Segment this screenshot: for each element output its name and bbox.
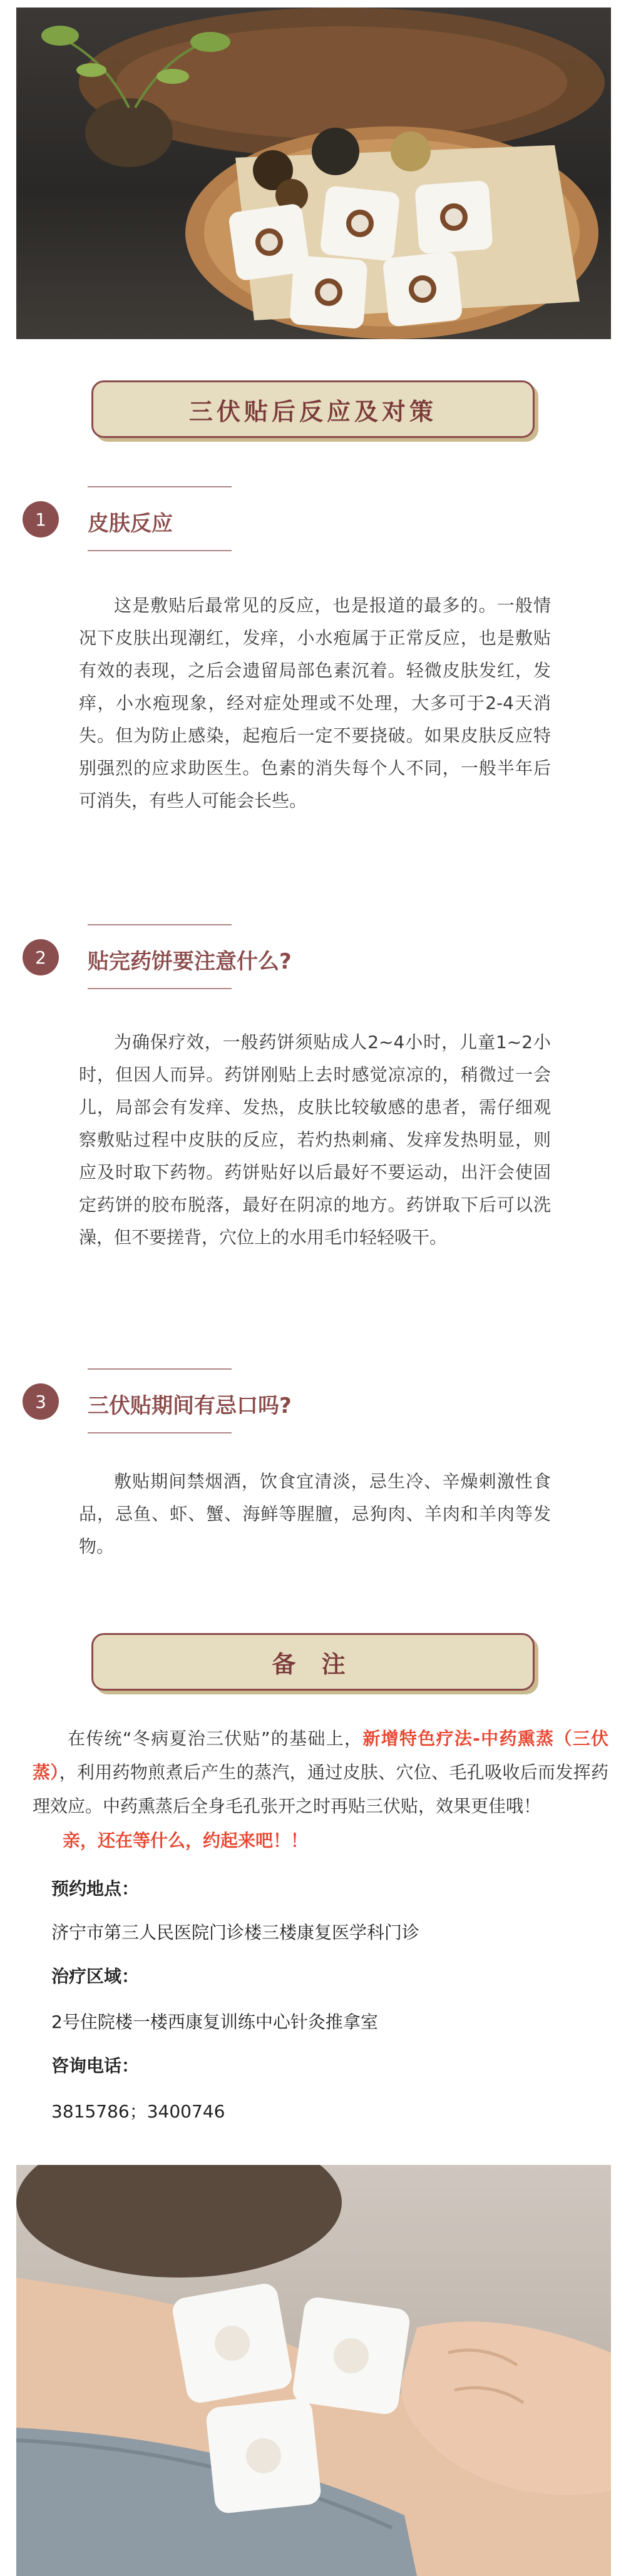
section-2-header — [23, 923, 461, 992]
section-title: 三伏贴期间有忌口吗? — [88, 1393, 292, 1418]
phone-value: 3815786；3400746 — [51, 2101, 225, 2122]
notes-intro — [33, 1722, 608, 1823]
section-title: 贴完药饼要注意什么? — [88, 949, 292, 974]
section-number-badge: 2 — [23, 939, 59, 975]
treatment-value: 2号住院楼一楼西康复训练中心针灸推拿室 — [51, 2012, 378, 2032]
appointment-value: 济宁市第三人民医院门诊楼三楼康复医学科门诊 — [51, 1922, 420, 1943]
herbal-plaster-illustration — [16, 8, 611, 339]
section-divider-top — [88, 1368, 232, 1370]
plaster-application-illustration — [16, 2165, 611, 2576]
section-divider-bottom — [88, 988, 232, 989]
call-to-action: 亲，还在等什么，约起来吧！！ — [63, 1830, 309, 1851]
title-banner: 三伏贴后反应及对策 — [91, 380, 535, 438]
treatment-label: 治疗区域： — [51, 1966, 140, 1987]
notes-intro-text-cont: ，利用药物煎煮后产生的蒸汽，通过皮肤、穴位、毛孔吸收后而发挥药理效应。中药熏蒸后全身毛孔张开之时再贴三伏贴，效果更佳哦！ — [33, 1762, 608, 1816]
plaster-application-photo — [16, 2165, 611, 2576]
section-title: 皮肤反应 — [88, 511, 173, 536]
section-3-body: 敷贴期间禁烟酒，饮食宜清淡，忌生冷、辛燥刺激性食品，忌鱼、虾、蟹、海鲜等腥膻，忌狗肉、羊肉和羊肉等发物。 — [79, 1471, 551, 1557]
section-number-badge: 3 — [23, 1383, 59, 1420]
phone-label: 咨询电话： — [51, 2055, 140, 2076]
section-divider-top — [88, 924, 232, 925]
appointment-label: 预约地点： — [51, 1878, 140, 1899]
section-divider-top — [88, 486, 232, 487]
section-number-badge: 1 — [23, 501, 59, 537]
notes-banner: 备 注 — [91, 1633, 535, 1691]
notes-highlight: 新增特色疗法-中药熏蒸（三伏蒸） — [33, 1728, 609, 1783]
notes-intro-text: 在传统“冬病夏治三伏贴”的基础上， — [68, 1728, 363, 1749]
section-1-body: 这是敷贴后最常见的反应，也是报道的最多的。一般情况下皮肤出现潮红，发痒，小水疱属于正常反应，也是敷贴有效的表现，之后会遗留局部色素沉着。轻微皮肤发红，发痒，小水疱现象，经对症处理或不处理，大多可于2-4天消失。但为防止感染，起疱后一定不要挠破。如果皮肤反应特别强烈的应求助医生。色素的消失每个人不同，一般半年后可消失，有些人可能会长些。 — [79, 595, 551, 811]
section-3-header — [23, 1367, 461, 1436]
section-1-header — [23, 485, 461, 554]
section-divider-bottom — [88, 1432, 232, 1433]
section-2-body: 为确保疗效，一般药饼须贴成人2~4小时，儿童1~2小时，但因人而异。药饼刚贴上去时感觉凉凉的，稍微过一会儿，局部会有发痒、发热，皮肤比较敏感的患者，需仔细观察敷贴过程中皮肤的反应，若灼热刺痛、发痒发热明显，则应及时取下药物。药饼贴好以后最好不要运动，出汗会使固定药饼的胶布脱落，最好在阴凉的地方。药饼取下后可以洗澡，但不要搓背，穴位上的水用毛巾轻轻吸干。 — [79, 1032, 551, 1248]
herbal-plaster-photo — [16, 8, 611, 339]
section-divider-bottom — [88, 550, 232, 551]
